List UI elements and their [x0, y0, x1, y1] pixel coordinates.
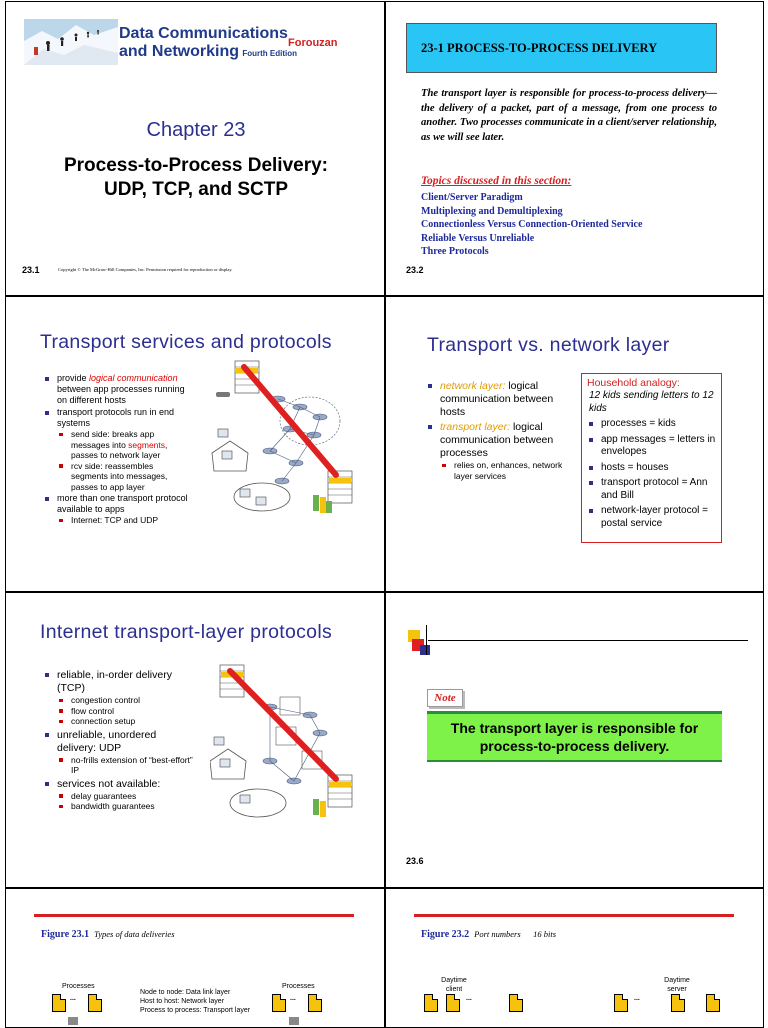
analogy-heading: Household analogy:	[587, 377, 680, 389]
topic-item: Connectionless Versus Connection-Oriented Service	[421, 219, 643, 230]
bullet-item: transport layer: logical communication between processes relies on, enhances, network layer services	[426, 421, 566, 481]
bullet-item: transport protocols run in end systems send side: breaks app messages into segments, passes to network layer rcv side: reassembles segments into messages, passes to app layer	[43, 407, 191, 492]
bullet-item: reliable, in-order delivery (TCP) congestion control flow control connection setup	[43, 669, 193, 727]
bullet-item: network layer: logical communication between hosts	[426, 380, 566, 419]
note-tag	[427, 689, 463, 707]
bullet-item: more than one transport protocol available to apps Internet: TCP and UDP	[43, 493, 191, 526]
section-intro: The transport layer is responsible for process-to-process delivery—the delivery of a packet, part of a message, from one process to another. Two processes communicate in a client/server relationship, as we will see later.	[421, 88, 717, 143]
book-edition: Fourth Edition	[242, 49, 298, 58]
bullet-list	[43, 669, 193, 813]
sub-bullet-item: flow control	[57, 706, 193, 717]
slide-internet-transport-protocols	[5, 592, 385, 888]
figure-caption	[421, 929, 556, 940]
analogy-item: transport protocol = Ann and Bill	[587, 477, 716, 502]
legend-host-to-host: Host to host: Network layer	[140, 998, 225, 1005]
processes-label-right: Processes	[282, 983, 315, 990]
sub-bullet-item: Internet: TCP and UDP	[57, 515, 191, 526]
analogy-item: network-layer protocol = postal service	[587, 505, 716, 530]
sub-bullet-item: send side: breaks app messages into segments, passes to network layer	[57, 429, 191, 461]
slide-title-line2: UDP, TCP, and SCTP	[103, 179, 289, 200]
process-document-icon	[52, 994, 66, 1012]
slide-title: Transport vs. network layer	[427, 334, 670, 356]
process-document-icon	[88, 994, 102, 1012]
process-document-icon	[614, 994, 628, 1012]
topic-item: Reliable Versus Unreliable	[421, 232, 535, 244]
bullet-item: services not available: delay guarantees bandwidth guarantees	[43, 778, 193, 812]
ellipsis: ...	[634, 995, 640, 1002]
topic-item: Three Protocols	[421, 246, 489, 257]
process-document-icon	[509, 994, 523, 1012]
sub-bullet-item: no-frills extension of “best-effort” IP	[57, 755, 193, 776]
bullet-list	[426, 380, 566, 482]
household-analogy-box	[581, 373, 722, 543]
decor-vertical-rule	[426, 625, 427, 655]
legend-node-to-node: Node to node: Data link layer	[140, 989, 231, 996]
figure-top-rule	[34, 914, 354, 917]
process-document-icon	[272, 994, 286, 1012]
daytime-server-label: Daytime server	[664, 977, 690, 993]
slide-title: Transport services and protocols	[40, 331, 332, 353]
bullet-item: provide logical communication between app processes running on different hosts	[43, 373, 191, 406]
sub-bullet-item: relies on, enhances, network layer services	[440, 460, 566, 481]
analogy-intro: 12 kids sending letters to 12 kids	[589, 390, 714, 414]
network-protocol-stack-diagram	[210, 663, 360, 825]
slide-figure-23-2	[385, 888, 764, 1028]
ellipsis: ...	[70, 995, 76, 1002]
figure-top-rule	[414, 914, 734, 917]
slide-number: 23.6	[406, 856, 424, 866]
figure-title: Types of data deliveries	[94, 929, 175, 939]
figure-label: Figure 23.2	[421, 929, 470, 940]
book-author: Forouzan	[288, 37, 338, 49]
slide-23-6-note	[385, 592, 764, 888]
daytime-server-document-icon	[671, 994, 685, 1012]
process-document-icon	[706, 994, 720, 1012]
sub-bullet-item: delay guarantees	[57, 791, 193, 802]
copyright-notice: Copyright © The McGraw-Hill Companies, Inc. Permission required for reproduction or display.	[58, 267, 233, 272]
book-title-line1: Data Communications	[119, 25, 288, 42]
section-banner	[406, 23, 717, 73]
processes-label-left: Processes	[62, 983, 95, 990]
figure-title: Port numbers	[474, 929, 521, 939]
sub-bullet-item: rcv side: reassembles segments into messages, passes to app layer	[57, 461, 191, 493]
ellipsis: ...	[466, 995, 472, 1002]
book-title-line2	[119, 44, 297, 60]
book-title-networking: and Networking	[119, 43, 240, 60]
topic-item: Client/Server Paradigm	[421, 192, 523, 203]
daytime-client-document-icon	[446, 994, 460, 1012]
analogy-item: app messages = letters in envelopes	[587, 434, 716, 459]
legend-process-to-process: Process to process: Transport layer	[140, 1007, 251, 1014]
figure-caption	[41, 929, 175, 940]
mountain-climbers-image	[24, 19, 118, 65]
note-box	[427, 714, 722, 760]
sub-bullet-item: congestion control	[57, 695, 193, 706]
topics-heading: Topics discussed in this section:	[421, 175, 572, 187]
note-label: Note	[434, 692, 456, 704]
decor-blue-square	[420, 645, 430, 655]
bullet-list	[43, 373, 191, 527]
slide-title: Internet transport-layer protocols	[40, 621, 332, 643]
figure-label: Figure 23.1	[41, 929, 90, 940]
slide-figure-23-1	[5, 888, 385, 1028]
slide-title-line1: Process-to-Process Delivery:	[63, 155, 328, 176]
sub-bullet-item: connection setup	[57, 716, 193, 727]
note-line1: The transport layer is responsible for	[450, 720, 699, 736]
bits-label: 16 bits	[533, 929, 557, 939]
note-line2: process-to-process delivery.	[479, 738, 670, 754]
topics-list	[421, 191, 642, 259]
analogy-item: hosts = houses	[587, 462, 716, 475]
decor-rule	[428, 640, 748, 641]
ellipsis: ...	[290, 995, 296, 1002]
daytime-client-label: Daytime client	[441, 977, 467, 993]
slide-23-1	[5, 1, 385, 296]
process-document-icon	[424, 994, 438, 1012]
bullet-item: unreliable, unordered delivery: UDP no-frills extension of “best-effort” IP	[43, 729, 193, 776]
process-document-icon	[308, 994, 322, 1012]
slide-number: 23.1	[22, 265, 40, 275]
topic-item: Multiplexing and Demultiplexing	[421, 205, 563, 217]
analogy-item: processes = kids	[587, 418, 716, 431]
slide-number: 23.2	[406, 265, 424, 275]
section-banner-title: 23-1 PROCESS-TO-PROCESS DELIVERY	[421, 41, 658, 55]
sub-bullet-item: bandwidth guarantees	[57, 801, 193, 812]
network-protocol-stack-diagram	[210, 359, 360, 521]
delivery-legend	[140, 988, 250, 1015]
slide-transport-vs-network	[385, 296, 764, 592]
slide-23-2	[385, 1, 764, 296]
slide-transport-services	[5, 296, 385, 592]
chapter-title: Chapter 23	[146, 119, 246, 141]
note-bottom-rule	[427, 760, 722, 762]
